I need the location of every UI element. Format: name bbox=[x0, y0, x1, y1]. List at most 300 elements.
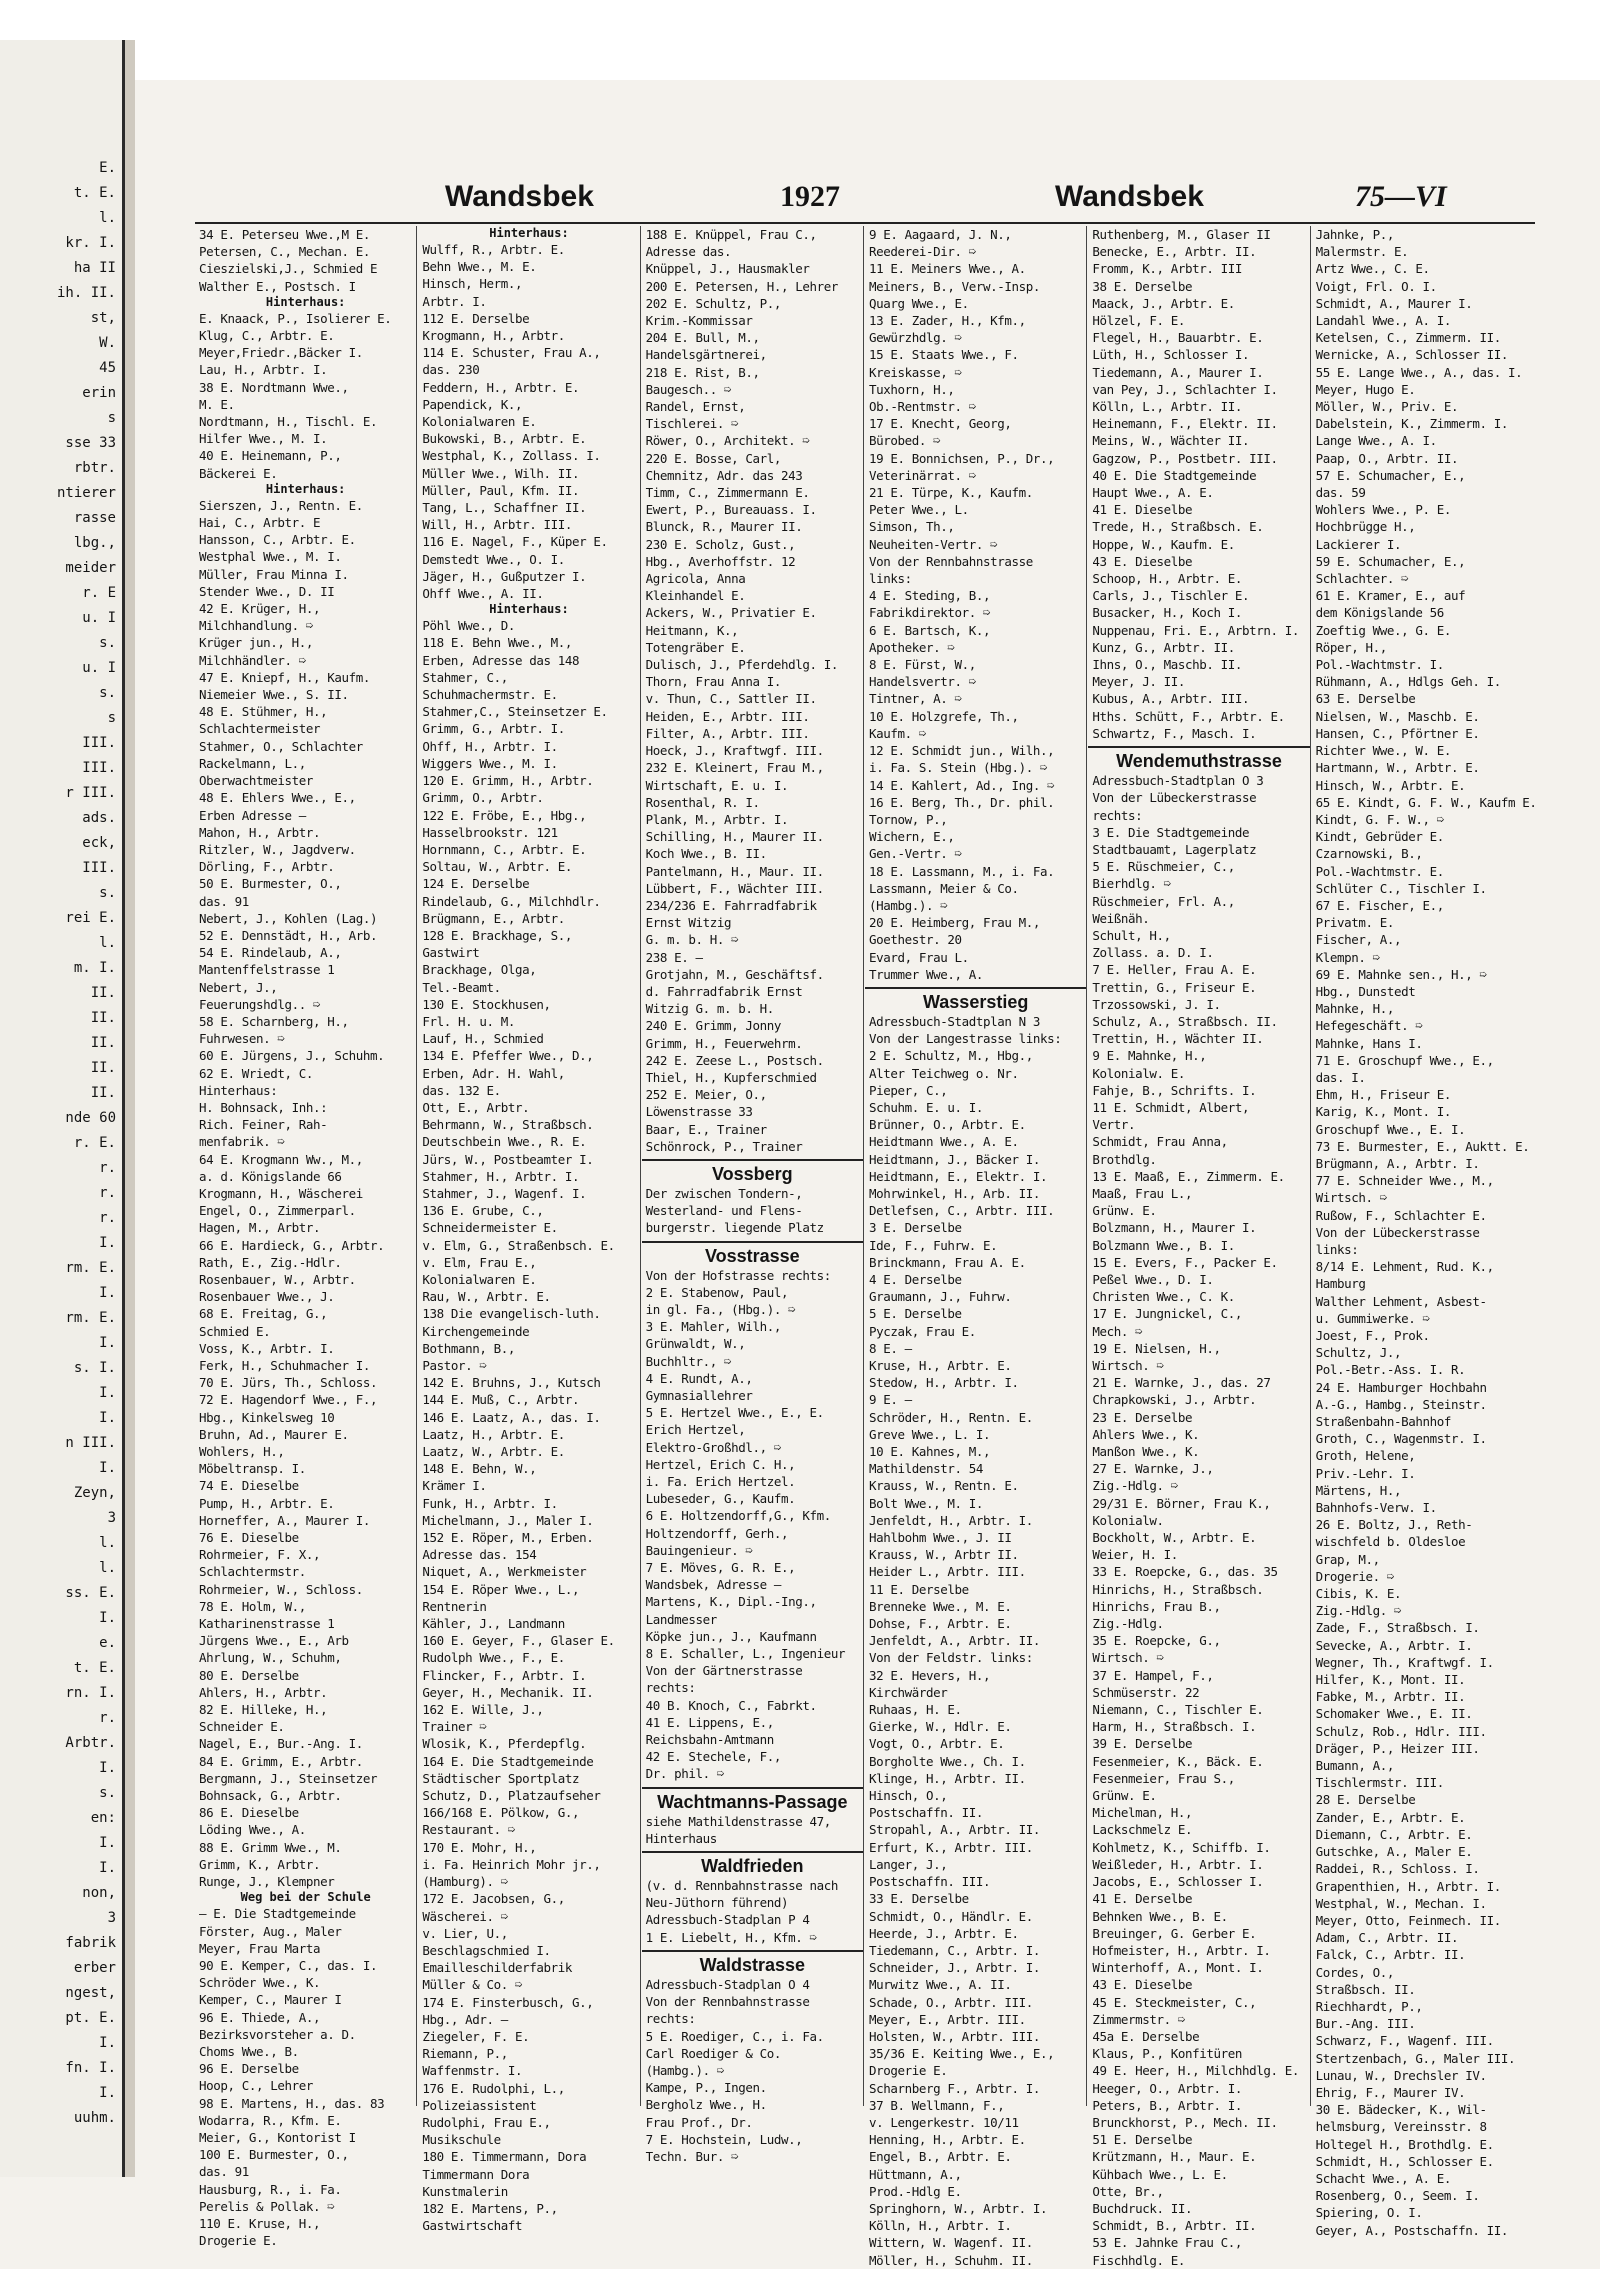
directory-entry: 142 E. Bruhns, J., Kutsch bbox=[422, 1375, 601, 1391]
directory-entry: Adressbuch-Stadtplan N 3 bbox=[869, 1013, 1041, 1029]
directory-entry: M. E. bbox=[199, 396, 235, 412]
directory-entry: Raddei, R., Schloss. I. bbox=[1315, 1861, 1480, 1877]
facing-page-fragment: III. bbox=[82, 760, 116, 776]
directory-entry: Geyer, A., Postschaffn. II. bbox=[1315, 2222, 1509, 2238]
directory-entry: 17 E. Jungnickel, C., bbox=[1092, 1306, 1242, 1322]
directory-entry: Dulisch, J., Pferdehdlg. I. bbox=[645, 657, 839, 673]
directory-entry: Schacht Wwe., A. E. bbox=[1315, 2170, 1452, 2186]
directory-entry: Förster, Aug., Maler bbox=[199, 1923, 342, 1939]
directory-entry: 23 E. Derselbe bbox=[1092, 1409, 1193, 1425]
directory-entry: 6 E. Holtzendorff,G., Kfm. bbox=[645, 1508, 831, 1524]
directory-entry: Wirtsch. ➯ bbox=[1315, 1190, 1387, 1206]
directory-entry: Rentnerin bbox=[422, 1598, 487, 1614]
directory-entry: Wohlers Wwe., P. E. bbox=[1315, 502, 1452, 518]
directory-entry: 98 E. Martens, H., das. 83 bbox=[199, 2095, 385, 2111]
header-year: 1927 bbox=[780, 180, 840, 213]
directory-entry: Rindelaub, G., Milchhdlr. bbox=[422, 893, 601, 909]
directory-entry: Schmidt, Frau Anna, bbox=[1092, 1134, 1228, 1150]
facing-page-fragment: II. bbox=[90, 1085, 116, 1101]
directory-entry: 43 E. Dieselbe bbox=[1092, 1977, 1193, 1993]
directory-entry: 12 E. Schmidt jun., Wilh., bbox=[869, 743, 1055, 759]
directory-entry: Hansson, C., Arbtr. E. bbox=[199, 532, 356, 548]
directory-entry: v. Thun, C., Sattler II. bbox=[645, 691, 817, 707]
directory-entry: Reederei-Dir. ➯ bbox=[869, 244, 976, 260]
facing-page-fragment: r. bbox=[99, 1185, 116, 1201]
directory-entry: Martens, K., Dipl.-Ing., bbox=[645, 1594, 817, 1610]
facing-page-fragment: l. bbox=[99, 1560, 116, 1576]
directory-entry: Bergholz Wwe., H. bbox=[645, 2097, 767, 2113]
directory-entry: Ahrlung, W., Schuhm, bbox=[199, 1650, 342, 1666]
directory-entry: Hinsch, Herm., bbox=[422, 276, 523, 292]
directory-entry: 29/31 E. Börner, Frau K., bbox=[1092, 1495, 1271, 1511]
directory-entry: Niemeier Wwe., S. II. bbox=[199, 687, 349, 703]
directory-entry: Bockholt, W., Arbtr. E. bbox=[1092, 1530, 1257, 1546]
directory-entry: Hoop, C., Lehrer bbox=[199, 2078, 314, 2094]
directory-entry: Brunckhorst, P., Mech. II. bbox=[1092, 2114, 1278, 2130]
directory-entry: Agricola, Anna bbox=[645, 571, 746, 587]
directory-entry: 200 E. Petersen, H., Lehrer bbox=[645, 278, 839, 294]
directory-entry: Zander, E., Arbtr. E. bbox=[1315, 1809, 1466, 1825]
directory-entry: Hertzel, Erich C. H., bbox=[645, 1456, 796, 1472]
directory-entry: 15 E. Evers, F., Packer E. bbox=[1092, 1254, 1278, 1270]
directory-entry: Milchhandlung. ➯ bbox=[199, 618, 314, 634]
directory-entry: 13 E. Maaß, E., Zimmerm. E. bbox=[1092, 1168, 1285, 1184]
directory-entry: Postschaffn. III. bbox=[869, 1874, 991, 1890]
directory-entry: Rosenberg, O., Seem. I. bbox=[1315, 2188, 1480, 2204]
directory-entry: Rosenbauer Wwe., J. bbox=[199, 1289, 335, 1305]
directory-entry: Schomaker Wwe., E. II. bbox=[1315, 1706, 1473, 1722]
directory-entry: Mohrwinkel, H., Arb. II. bbox=[869, 1185, 1041, 1201]
directory-entry: Drogerie E. bbox=[199, 2233, 278, 2249]
directory-entry: Hahlbohm Wwe., J. II bbox=[869, 1530, 1012, 1546]
directory-entry: 49 E. Heer, H., Milchhdlg. E. bbox=[1092, 2063, 1299, 2079]
directory-entry: Paap, O., Arbtr. II. bbox=[1315, 450, 1459, 466]
directory-entry: Fabke, M., Arbtr. II. bbox=[1315, 1689, 1466, 1705]
directory-entry: Fromm, K., Arbtr. III bbox=[1092, 261, 1242, 277]
directory-entry: Thiel, H., Kupferschmied bbox=[645, 1069, 817, 1085]
directory-entry: Maaß, Frau L., bbox=[1092, 1185, 1193, 1201]
directory-entry: 84 E. Grimm, E., Arbtr. bbox=[199, 1753, 363, 1769]
facing-page-fragment: I. bbox=[99, 1860, 116, 1876]
directory-entry: Henning, H., Arbtr. E. bbox=[869, 2132, 1026, 2148]
directory-entry: Bukowski, B., Arbtr. E. bbox=[422, 431, 587, 447]
directory-entry: Simson, Th., bbox=[869, 519, 955, 535]
directory-entry: helmsburg, Vereinsstr. 8 bbox=[1315, 2119, 1487, 2135]
directory-entry: Müller & Co. ➯ bbox=[422, 1977, 523, 1993]
facing-page-fragment: r. bbox=[99, 1160, 116, 1176]
directory-entry: Arbtr. I. bbox=[422, 293, 487, 309]
directory-entry: H. Bohnsack, Inh.: bbox=[199, 1099, 328, 1115]
directory-entry: 40 E. Heinemann, P., bbox=[199, 448, 342, 464]
facing-page-fragment: II. bbox=[90, 985, 116, 1001]
directory-entry: Gagzow, P., Postbetr. III. bbox=[1092, 450, 1278, 466]
directory-entry: 74 E. Dieselbe bbox=[199, 1478, 299, 1494]
directory-entry: 57 E. Schumacher, E., bbox=[1315, 467, 1466, 483]
directory-entry: Köpke jun., J., Kaufmann bbox=[645, 1628, 817, 1644]
directory-entry: 21 E. Warnke, J., das. 27 bbox=[1092, 1375, 1271, 1391]
directory-entry: 182 E. Martens, P., bbox=[422, 2200, 558, 2216]
directory-entry: Zoeftig Wwe., G. E. bbox=[1315, 622, 1452, 638]
facing-page-fragment: I. bbox=[99, 1610, 116, 1626]
directory-entry: 96 E. Derselbe bbox=[199, 2061, 299, 2077]
directory-entry: (Hambg.). ➯ bbox=[869, 897, 948, 913]
directory-entry: Kunz, G., Arbtr. II. bbox=[1092, 639, 1235, 655]
directory-entry: Stedow, H., Arbtr. I. bbox=[869, 1375, 1019, 1391]
directory-entry: Heidtmann, J., Bäcker I. bbox=[869, 1151, 1041, 1167]
directory-entry: Stahmer,C., Steinsetzer E. bbox=[422, 704, 608, 720]
directory-entry: Karig, K., Mont. I. bbox=[1315, 1104, 1452, 1120]
directory-entry: Adressbuch-Stadplan P 4 bbox=[645, 1912, 810, 1928]
directory-entry: Hbg., Dunstedt bbox=[1315, 983, 1416, 999]
directory-entry: A.-G., Hambg., Steinstr. bbox=[1315, 1396, 1487, 1412]
directory-column-6 bbox=[1312, 226, 1537, 2238]
directory-entry: 234/236 E. Fahrradfabrik bbox=[645, 897, 817, 913]
facing-page-fragment: t. E. bbox=[73, 185, 116, 201]
directory-entry: 33 E. Derselbe bbox=[869, 1891, 969, 1907]
directory-entry: Kühbach Wwe., L. E. bbox=[1092, 2166, 1228, 2182]
directory-entry: Brackhage, Olga, bbox=[422, 962, 537, 978]
directory-entry: Reichsbahn-Amtmann bbox=[645, 1732, 774, 1748]
directory-entry: Tornow, P., bbox=[869, 811, 948, 827]
directory-entry: Schilling, H., Maurer II. bbox=[645, 829, 824, 845]
directory-entry: Falck, C., Arbtr. II. bbox=[1315, 1947, 1466, 1963]
directory-entry: 63 E. Derselbe bbox=[1315, 691, 1416, 707]
directory-entry: Schmüserstr. 22 bbox=[1092, 1684, 1200, 1700]
directory-entry: Erben, Adr. H. Wahl, bbox=[422, 1065, 565, 1081]
facing-page-fragment: I. bbox=[99, 1235, 116, 1251]
header-right-title: Wandsbek bbox=[1055, 180, 1204, 213]
directory-column-4 bbox=[865, 226, 1087, 2268]
directory-entry: Hinterhaus: bbox=[199, 1082, 278, 1098]
directory-entry: menfabrik. ➯ bbox=[199, 1134, 285, 1150]
directory-entry: Ziegeler, F. E. bbox=[422, 2028, 530, 2044]
directory-entry: Jenfeldt, H., Arbtr. I. bbox=[869, 1512, 1033, 1528]
directory-entry: Nebert, J., Kohlen (Lag.) bbox=[199, 910, 378, 926]
directory-entry: 232 E. Kleinert, Frau M., bbox=[645, 760, 824, 776]
directory-entry: 86 E. Dieselbe bbox=[199, 1805, 299, 1821]
directory-entry: Hbg., Kinkelsweg 10 bbox=[199, 1409, 335, 1425]
directory-entry: Papendick, K., bbox=[422, 396, 523, 412]
directory-entry: Grimm, G., Arbtr. I. bbox=[422, 721, 565, 737]
directory-entry: Geyer, H., Mechanik. II. bbox=[422, 1684, 594, 1700]
directory-entry: Bauingenieur. ➯ bbox=[645, 1542, 753, 1558]
facing-page-fragment: II. bbox=[90, 1035, 116, 1051]
directory-entry: Müller, Paul, Kfm. II. bbox=[422, 482, 580, 498]
directory-entry: 14 E. Kahlert, Ad., Ing. ➯ bbox=[869, 777, 1055, 793]
directory-entry: Bumann, A., bbox=[1315, 1758, 1395, 1774]
directory-entry: 78 E. Holm, W., bbox=[199, 1598, 306, 1614]
facing-page-fragment: I. bbox=[99, 2085, 116, 2101]
directory-entry: Cordes, O., bbox=[1315, 1964, 1395, 1980]
directory-entry: Schneider, J., Arbtr. I. bbox=[869, 1960, 1041, 1976]
directory-entry: 26 E. Boltz, J., Reth- bbox=[1315, 1517, 1473, 1533]
directory-entry: Krogmann, H., Wäscherei bbox=[199, 1185, 363, 1201]
directory-entry: wischfeld b. Oldesloe bbox=[1315, 1534, 1466, 1550]
directory-entry: Postschaffn. II. bbox=[869, 1805, 984, 1821]
directory-entry: Röper, H., bbox=[1315, 639, 1387, 655]
directory-entry: 42 E. Krüger, H., bbox=[199, 601, 321, 617]
directory-entry: 172 E. Jacobsen, G., bbox=[422, 1891, 565, 1907]
directory-entry: Hinrichs, H., Straßbsch. bbox=[1092, 1581, 1264, 1597]
directory-entry: Bolzmann Wwe., B. I. bbox=[1092, 1237, 1235, 1253]
directory-entry: Peßel Wwe., D. I. bbox=[1092, 1271, 1214, 1287]
directory-entry: Knüppel, J., Hausmakler bbox=[645, 261, 810, 277]
directory-entry: Von der Lübeckerstrasse bbox=[1092, 790, 1257, 806]
facing-page-fragment: s bbox=[107, 710, 116, 726]
directory-entry: Oberwachtmeister bbox=[199, 773, 314, 789]
directory-entry: 5 E. Roediger, C., i. Fa. bbox=[645, 2028, 824, 2044]
directory-entry: 10 E. Kahnes, M., bbox=[869, 1444, 991, 1460]
directory-entry: 38 E. Derselbe bbox=[1092, 278, 1193, 294]
directory-entry: Schmied E. bbox=[199, 1323, 271, 1339]
directory-entry: Rudolph Wwe., F., E. bbox=[422, 1650, 565, 1666]
directory-entry: Rosenthal, R. I. bbox=[645, 794, 760, 810]
directory-entry: Dörling, F., Arbtr. bbox=[199, 859, 335, 875]
directory-entry: Fesenmeier, K., Bäck. E. bbox=[1092, 1753, 1264, 1769]
directory-entry: Pastor. ➯ bbox=[422, 1358, 487, 1373]
directory-entry: E. Knaack, P., Isolierer E. bbox=[199, 310, 392, 326]
directory-entry: 3 E. Mahler, Wilh., bbox=[645, 1319, 782, 1335]
facing-page-fragment: I. bbox=[99, 1760, 116, 1776]
directory-entry: Richter Wwe., W. E. bbox=[1315, 743, 1452, 759]
facing-page-fragment: ngest, bbox=[65, 1985, 116, 2001]
directory-entry: Trainer ➯ bbox=[422, 1719, 487, 1735]
directory-entry: 148 E. Behn, W., bbox=[422, 1461, 537, 1477]
directory-entry: Kölln, H., Arbtr. I. bbox=[869, 2218, 1012, 2234]
directory-entry: Schade, O., Arbtr. III. bbox=[869, 1994, 1033, 2010]
directory-entry: Elektro-Großhdl., ➯ bbox=[645, 1439, 782, 1455]
directory-entry: (v. d. Rennbahnstrasse nach bbox=[645, 1878, 839, 1894]
directory-entry: Mahon, H., Arbtr. bbox=[199, 824, 321, 840]
directory-entry: Bahnhofs-Verw. I. bbox=[1315, 1500, 1437, 1516]
directory-entry: 124 E. Derselbe bbox=[422, 876, 530, 892]
directory-entry: Groschupf Wwe., E. I. bbox=[1315, 1121, 1466, 1137]
directory-entry: Jahnke, P., bbox=[1315, 227, 1395, 242]
directory-entry: Gastwirtschaft bbox=[422, 2218, 523, 2234]
facing-page-fragment: I. bbox=[99, 1410, 116, 1426]
directory-entry: Behn Wwe., M. E. bbox=[422, 259, 537, 275]
directory-entry: Niquet, A., Werkmeister bbox=[422, 1564, 587, 1580]
directory-entry: Adresse das. 154 bbox=[422, 1547, 537, 1563]
directory-entry: Funk, H., Arbtr. I. bbox=[422, 1495, 558, 1511]
directory-entry: 41 E. Derselbe bbox=[1092, 1891, 1193, 1907]
directory-entry: Goethestr. 20 bbox=[869, 932, 962, 948]
directory-entry: Kindt, G. F. W., ➯ bbox=[1315, 811, 1444, 827]
directory-entry: Sevecke, A., Arbtr. I. bbox=[1315, 1637, 1473, 1653]
facing-page-fragment: meider bbox=[65, 560, 116, 576]
directory-entry: Schönrock, P., Trainer bbox=[645, 1138, 803, 1154]
facing-page-fragment: l. bbox=[99, 1535, 116, 1551]
directory-entry: Pyczak, Frau E. bbox=[869, 1323, 976, 1339]
directory-entry: Löding Wwe., A. bbox=[199, 1822, 306, 1838]
facing-page-fragment: rn. I. bbox=[65, 1685, 116, 1701]
header-rule bbox=[195, 222, 1535, 224]
facing-page-fragment: fabrik bbox=[65, 1935, 116, 1951]
directory-entry: Mahnke, H., bbox=[1315, 1001, 1395, 1017]
directory-entry: v. Lier, U., bbox=[422, 1925, 508, 1941]
directory-entry: 19 E. Nielsen, H., bbox=[1092, 1340, 1221, 1356]
directory-entry: 5 E. Derselbe bbox=[869, 1306, 962, 1322]
directory-entry: Langer, J., bbox=[869, 1856, 948, 1872]
page-header bbox=[135, 180, 1555, 220]
directory-entry: i. Fa. Heinrich Mohr jr., bbox=[422, 1856, 601, 1872]
directory-entry: Trettin, G., Friseur E. bbox=[1092, 979, 1257, 995]
directory-entry: Schröder, H., Rentn. E. bbox=[869, 1409, 1033, 1425]
directory-entry: Ide, F., Fuhrw. E. bbox=[869, 1237, 998, 1253]
facing-page-fragment: rei E. bbox=[65, 910, 116, 926]
directory-entry: Hausburg, R., i. Fa. bbox=[199, 2181, 342, 2197]
directory-entry: Holsten, W., Arbtr. III. bbox=[869, 2028, 1041, 2044]
directory-entry: 130 E. Stockhusen, bbox=[422, 996, 551, 1012]
directory-entry: Löwenstrasse 33 bbox=[645, 1104, 753, 1120]
directory-entry: 40 B. Knoch, C., Fabrkt. bbox=[645, 1697, 817, 1713]
directory-entry: Fesenmeier, Frau S., bbox=[1092, 1770, 1235, 1786]
directory-entry: Wandsbek, Adresse — bbox=[645, 1577, 782, 1593]
directory-entry: Fabrikdirektor. ➯ bbox=[869, 605, 991, 621]
directory-entry: — E. Die Stadtgemeinde bbox=[199, 1906, 356, 1922]
directory-entry: Hamburg bbox=[1315, 1276, 1366, 1292]
directory-entry: 4 E. Rundt, A., bbox=[645, 1370, 753, 1386]
directory-entry: Schultz, J., bbox=[1315, 1345, 1402, 1361]
directory-entry: das. 59 bbox=[1315, 485, 1366, 501]
directory-entry: Kampe, P., Ingen. bbox=[645, 2080, 767, 2096]
directory-entry: Pump, H., Arbtr. E. bbox=[199, 1495, 335, 1511]
directory-entry: Ketelsen, C., Zimmerm. II. bbox=[1315, 330, 1501, 346]
directory-entry: 11 E. Schmidt, Albert, bbox=[1092, 1099, 1250, 1115]
directory-entry: Haupt Wwe., A. E. bbox=[1092, 485, 1214, 501]
directory-entry: Beschlagschmied I. bbox=[422, 1942, 551, 1958]
directory-entry: 69 E. Mahnke sen., H., ➯ bbox=[1315, 966, 1487, 982]
facing-page-fragment: I. bbox=[99, 1285, 116, 1301]
directory-entry: 64 E. Krogmann Ww., M., bbox=[199, 1151, 363, 1167]
directory-entry: Zimmermstr. ➯ bbox=[1092, 2011, 1185, 2027]
directory-entry: 28 E. Derselbe bbox=[1315, 1792, 1416, 1808]
directory-entry: G. m. b. H. ➯ bbox=[645, 932, 739, 948]
directory-column-3 bbox=[642, 226, 864, 2164]
directory-entry: 43 E. Dieselbe bbox=[1092, 553, 1193, 569]
directory-entry: Rackelmann, L., bbox=[199, 755, 306, 771]
directory-entry: Alter Teichweg o. Nr. bbox=[869, 1065, 1019, 1081]
directory-entry: Rich. Feiner, Rah- bbox=[199, 1117, 328, 1133]
directory-entry: 8 E. Fürst, W., bbox=[869, 657, 976, 673]
directory-entry: 32 E. Hevers, H., bbox=[869, 1667, 991, 1683]
facing-page-fragment: pt. E. bbox=[65, 2010, 116, 2026]
directory-entry: Gastwirt bbox=[422, 945, 480, 961]
facing-page-edge bbox=[0, 40, 125, 2177]
directory-entry: Heider L., Arbtr. III. bbox=[869, 1564, 1026, 1580]
directory-entry: Demstedt Wwe., O. I. bbox=[422, 551, 565, 567]
facing-page-fragment: s. I. bbox=[73, 1360, 116, 1376]
directory-entry: Hansen, C., Pförtner E. bbox=[1315, 725, 1480, 741]
directory-entry: 9 E. Aagaard, J. N., bbox=[869, 227, 1012, 242]
directory-entry: 53 E. Jahnke Frau C., bbox=[1092, 2235, 1242, 2251]
directory-entry: Mech. ➯ bbox=[1092, 1323, 1143, 1339]
directory-entry: Hbg., Adr. — bbox=[422, 2011, 508, 2027]
directory-entry: Hths. Schütt, F., Arbtr. E. bbox=[1092, 708, 1285, 724]
directory-entry: Choms Wwe., B. bbox=[199, 2043, 299, 2059]
directory-entry: u. Gummiwerke. ➯ bbox=[1315, 1310, 1430, 1326]
directory-entry: Hinterhaus bbox=[645, 1830, 717, 1846]
directory-entry: 15 E. Staats Wwe., F. bbox=[869, 347, 1019, 363]
facing-page-fragment: s. bbox=[99, 635, 116, 651]
facing-page-fragment: Arbtr. bbox=[65, 1735, 116, 1751]
directory-entry: 7 E. Möves, G. R. E., bbox=[645, 1560, 796, 1576]
directory-entry: 41 E. Dieselbe bbox=[1092, 502, 1193, 518]
directory-entry: Grimm, K., Arbtr. bbox=[199, 1856, 321, 1872]
directory-entry: siehe Mathildenstrasse 47, bbox=[645, 1813, 831, 1829]
directory-entry: Deutschbein Wwe., R. E. bbox=[422, 1134, 587, 1150]
directory-entry: 82 E. Hilleke, H., bbox=[199, 1702, 328, 1718]
directory-entry: 2 E. Schultz, M., Hbg., bbox=[869, 1048, 1033, 1064]
directory-entry: Flegel, H., Bauarbtr. E. bbox=[1092, 330, 1264, 346]
facing-page-fragment: 3 bbox=[107, 1510, 116, 1526]
directory-entry: Dr. phil. ➯ bbox=[645, 1766, 725, 1782]
header-left-title: Wandsbek bbox=[445, 180, 594, 213]
directory-entry: 68 E. Freitag, G., bbox=[199, 1306, 328, 1322]
directory-entry: Hasselbrookstr. 121 bbox=[422, 824, 558, 840]
facing-page-fragment: sse 33 bbox=[65, 435, 116, 451]
directory-entry: Meier, G., Kontorist I bbox=[199, 2129, 356, 2145]
directory-entry: 58 E. Scharnberg, H., bbox=[199, 1013, 349, 1029]
directory-entry: Schröder Wwe., K. bbox=[199, 1975, 321, 1991]
facing-page-fragment: erber bbox=[73, 1960, 116, 1976]
directory-entry: Kohlmetz, K., Schiffb. I. bbox=[1092, 1839, 1271, 1855]
directory-entry: Ob.-Rentmstr. ➯ bbox=[869, 399, 976, 415]
facing-page-fragment: s. bbox=[99, 885, 116, 901]
directory-entry: Koch Wwe., B. II. bbox=[645, 846, 767, 862]
directory-entry: Jenfeldt, A., Arbtr. II. bbox=[869, 1633, 1041, 1649]
directory-entry: Katharinenstrasse 1 bbox=[199, 1616, 335, 1632]
directory-entry: Nebert, J., bbox=[199, 979, 278, 995]
directory-entry: 96 E. Thiede, A., bbox=[199, 2009, 321, 2025]
directory-entry: 204 E. Bull, M., bbox=[645, 330, 760, 346]
directory-entry: Voigt, Frl. O. I. bbox=[1315, 278, 1437, 294]
directory-entry: Heidtmann Wwe., A. E. bbox=[869, 1134, 1019, 1150]
facing-page-fragment: l. bbox=[99, 935, 116, 951]
directory-entry: Zade, F., Straßbsch. I. bbox=[1315, 1620, 1480, 1636]
directory-entry: Erfurt, K., Arbtr. III. bbox=[869, 1839, 1033, 1855]
directory-entry: Buchhltr., ➯ bbox=[645, 1353, 732, 1369]
facing-page-fragment: III. bbox=[82, 860, 116, 876]
directory-entry: Prod.-Hdlg E. bbox=[869, 2183, 962, 2199]
street-heading: Wachtmanns-Passage bbox=[642, 1787, 863, 1813]
directory-entry: Röwer, O., Architekt. ➯ bbox=[645, 433, 810, 449]
directory-entry: Peter Wwe., L. bbox=[869, 502, 969, 518]
directory-entry: Märtens, H., bbox=[1315, 1482, 1402, 1498]
directory-entry: Weier, H. I. bbox=[1092, 1547, 1178, 1563]
directory-entry: Erben, Adresse das 148 bbox=[422, 652, 580, 668]
directory-entry: 40 E. Die Stadtgemeinde bbox=[1092, 467, 1257, 483]
directory-entry: Ahlers Wwe., K. bbox=[1092, 1426, 1200, 1442]
directory-entry: Vogt, O., Arbtr. E. bbox=[869, 1736, 1005, 1752]
directory-entry: 42 E. Stechele, F., bbox=[645, 1749, 782, 1765]
directory-entry: Adresse das. bbox=[645, 244, 732, 260]
directory-entry: Rath, E., Zig.-Hdlr. bbox=[199, 1254, 342, 1270]
facing-page-fragment: r III. bbox=[65, 785, 116, 801]
directory-entry: 37 B. Wellmann, F., bbox=[869, 2097, 1005, 2113]
directory-entry: Apotheker. ➯ bbox=[869, 639, 955, 655]
directory-entry: Laatz, H., Arbtr. E. bbox=[422, 1426, 565, 1442]
directory-entry: Bolt Wwe., M. I. bbox=[869, 1495, 984, 1511]
directory-entry: Brügmann, E., Arbtr. bbox=[422, 910, 565, 926]
directory-entry: Wlosik, K., Pferdepflg. bbox=[422, 1736, 587, 1752]
directory-entry: 35/36 E. Keiting Wwe., E., bbox=[869, 2046, 1055, 2062]
directory-entry: 252 E. Meier, O., bbox=[645, 1087, 767, 1103]
directory-entry: Winterhoff, A., Mont. I. bbox=[1092, 1960, 1264, 1976]
directory-entry: Ferk, H., Schuhmacher I. bbox=[199, 1358, 371, 1373]
directory-entry: Flincker, F., Arbtr. I. bbox=[422, 1667, 587, 1683]
directory-entry: Riemann, P., bbox=[422, 2046, 508, 2062]
